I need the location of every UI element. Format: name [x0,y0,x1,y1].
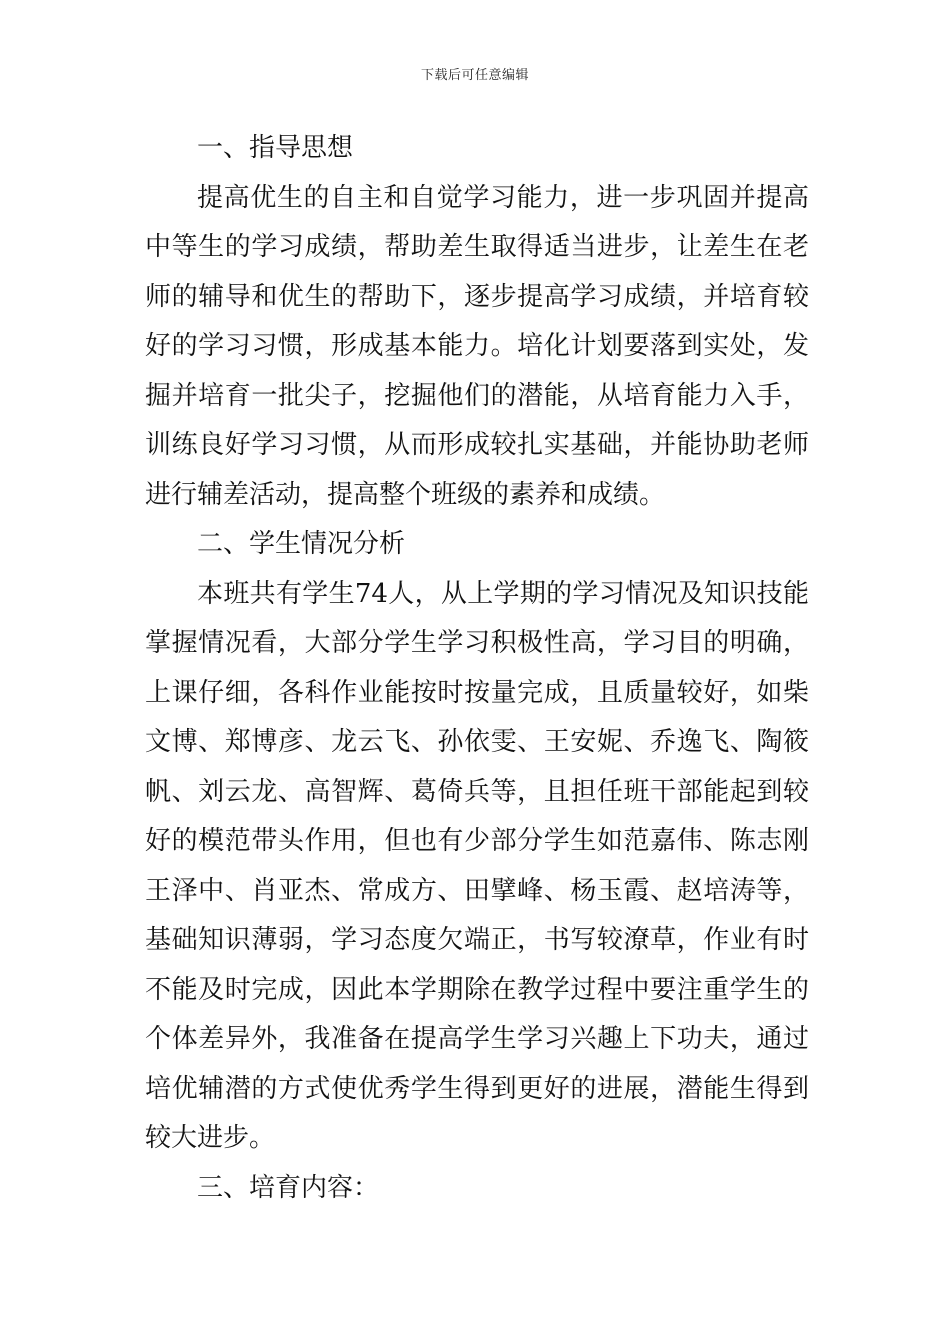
paragraph-student-analysis: 本班共有学生74人，从上学期的学习情况及知识技能掌握情况看，大部分学生学习积极性高，学习目的明确，上课仔细，各科作业能按时按量完成，且质量较好，如柴文博、郑博彦、龙云飞、孙依雯、王安妮、乔逸飞、陶筱帆、刘云龙、高智辉、葛倚兵等，且担任班干部能起到较好的模范带头作用，但也有少部分学生如范嘉伟、陈志刚王泽中、肖亚杰、常成方、田擘峰、杨玉霞、赵培涛等，基础知识薄弱，学习态度欠端正，书写较潦草，作业有时不能及时完成，因此本学期除在教学过程中要注重学生的个体差异外，我准备在提高学生学习兴趣上下功夫，通过培优辅潜的方式使优秀学生得到更好的进展，潜能生得到较大进步。 [145,578,809,1153]
section-heading-student-analysis: 二、学生情况分析 [197,529,406,559]
section-heading-guiding-ideology: 一、指导思想 [197,133,354,163]
paragraph-guiding-ideology: 提高优生的自主和自觉学习能力，进一步巩固并提高中等生的学习成绩，帮助差生取得适当进步，让差生在老师的辅导和优生的帮助下，逐步提高学习成绩，并培育较好的学习习惯，形成基本能力。培化计划要落到实处，发掘并培育一批尖子，挖掘他们的潜能，从培育能力入手，训练良好学习习惯，从而形成较扎实基础，并能协助老师进行辅差活动，提高整个班级的素养和成绩。 [145,182,809,510]
page-header-note: 下载后可任意编辑 [420,68,529,83]
document-body [145,124,809,1213]
section-heading-training-content: 三、培育内容： [197,1172,380,1203]
